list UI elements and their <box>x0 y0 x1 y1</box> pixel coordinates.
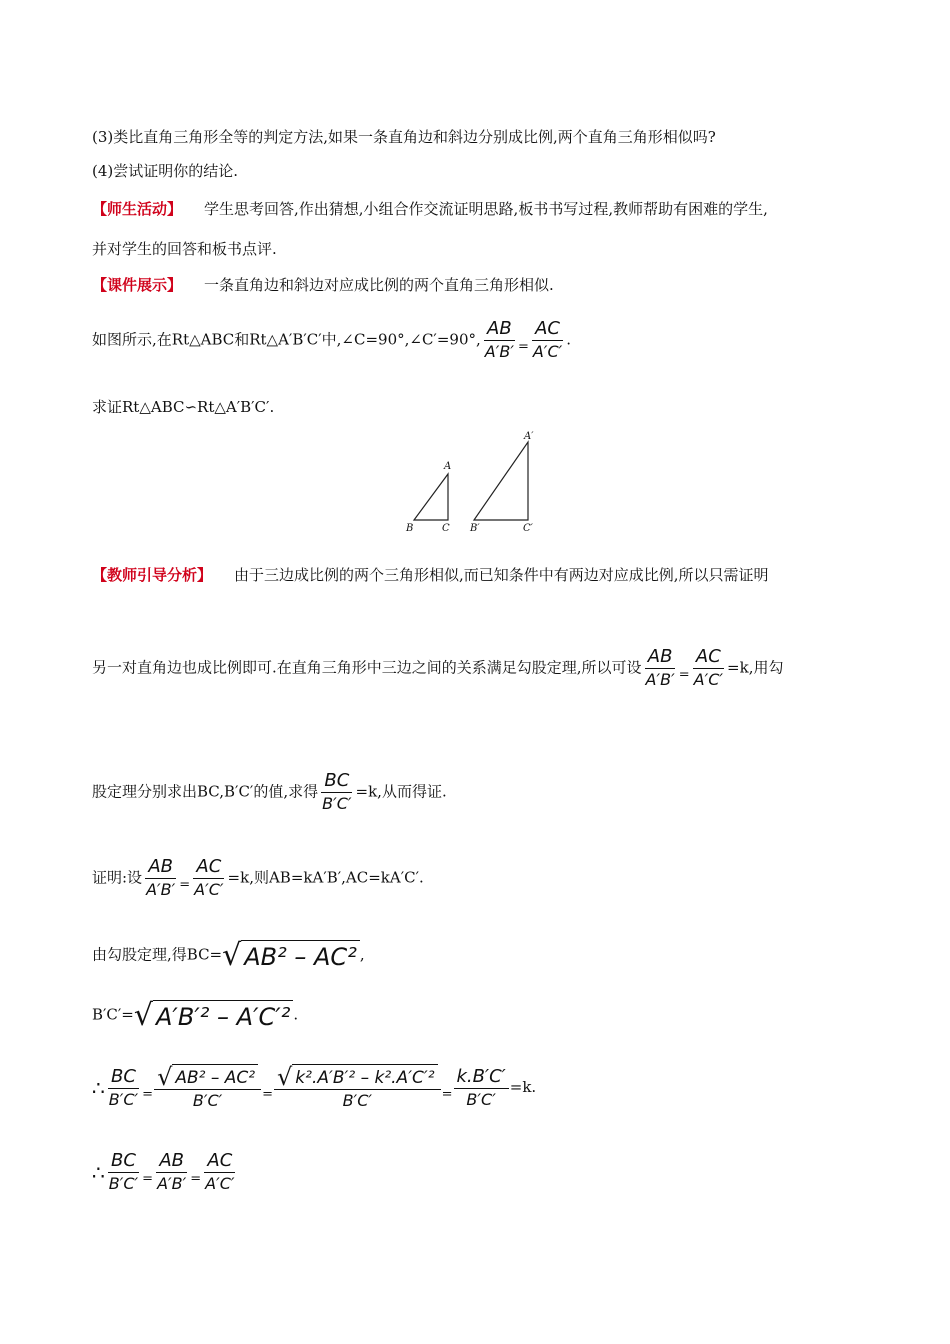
activity-paragraph <box>92 198 768 220</box>
sqrt-bc: √ AB² – AC² <box>222 940 360 971</box>
triangles-figure <box>400 428 550 538</box>
fraction-sqrt-2: √ k².A′B′² – k².A′C′² B′C′ <box>274 1064 441 1112</box>
fraction-bc: $\frac{BC}{B'C'}$ <box>322 770 352 813</box>
question-4: (4)尝试证明你的结论. <box>92 162 239 180</box>
fraction-ac-2: $\frac{AC}{A'C'}$ <box>693 646 724 689</box>
fraction-ab: $\frac{AB}{A'B'}$ <box>484 318 514 361</box>
label-a-prime: A′ <box>524 431 534 442</box>
show-paragraph <box>92 274 554 296</box>
activity-tag: 【师生活动】 <box>92 200 183 218</box>
fraction-ac-4: $\frac{AC}{A'C'}$ <box>205 1150 235 1193</box>
proof-line: 证明:设 $\frac{AB}{A'B'}$ = $\frac{AC}{A'C'}$ =k,则AB=kA′B′,AC=kA′C′. <box>92 856 424 899</box>
guide-text: 由于三边成比例的两个三角形相似,而已知条件中有两边对应成比例,所以只需证明 <box>234 566 769 584</box>
guide-tag: 【教师引导分析】 <box>92 566 213 584</box>
guide-line-2: 另一对直角边也成比例即可.在直角三角形中三边之间的关系满足勾股定理,所以可设 $\frac{AB}{A'B'}$ = $\frac{AC}{A'C'}$ =k,用勾 <box>92 646 784 689</box>
fraction-ac: $\frac{AC}{A'C'}$ <box>532 318 563 361</box>
fraction-bc-3: $\frac{BC}{B'C'}$ <box>108 1150 139 1193</box>
prove-line: 求证Rt△ABC∽Rt△A′B′C′. <box>92 398 275 416</box>
fraction-kbc: $\frac{k.B'C'}{B'C'}$ <box>454 1066 509 1111</box>
sqrt-b1c1: √ A′B′² – A′C′² <box>134 1000 293 1031</box>
label-c: C <box>442 523 450 534</box>
question-3: (3)类比直角三角形全等的判定方法,如果一条直角边和斜边分别成比例,两个直角三角形相似吗? <box>92 128 716 146</box>
activity-text-2: 并对学生的回答和板书点评. <box>92 240 277 258</box>
show-tag: 【课件展示】 <box>92 276 183 294</box>
label-a: A <box>444 461 452 472</box>
guide-line-3: 股定理分别求出BC,B′C′的值,求得 $\frac{BC}{B'C'}$ =k,从而得证. <box>92 770 447 813</box>
pythagoras-line-2: B′C′= √ A′B′² – A′C′² . <box>92 998 299 1033</box>
given-line: 如图所示,在Rt△ABC和Rt△A′B′C′中,∠C=90°,∠C′=90°, $\frac{AB}{A'B'}$ = $\frac{AC}{A'C'}$ . <box>92 318 572 361</box>
fraction-bc-2: $\frac{BC}{B'C'}$ <box>108 1065 139 1109</box>
fraction-ab-4: $\frac{AB}{A'B'}$ <box>157 1150 187 1193</box>
pythagoras-line: 由勾股定理,得BC= √ AB² – AC² , <box>92 938 365 973</box>
label-b-prime: B′ <box>470 523 480 534</box>
activity-text: 学生思考回答,作出猜想,小组合作交流证明思路,板书书写过程,教师帮助有困难的学生, <box>204 200 768 218</box>
therefore-line-2: ∴ $\frac{BC}{B'C'}$ = $\frac{AB}{A'B'}$ = $\frac{AC}{A'C'}$ <box>92 1150 239 1195</box>
label-b: B <box>406 523 414 534</box>
guide-paragraph <box>92 564 769 586</box>
therefore-line-1: ∴ $\frac{BC}{B'C'}$ = √ AB² – AC² B′C′ = √ k².A′B′² – k².A′C′² B′C′ = $\frac{k.B'C'}{B'C'}$ =k. <box>92 1063 537 1110</box>
show-text: 一条直角边和斜边对应成比例的两个直角三角形相似. <box>204 276 554 294</box>
label-c-prime: C′ <box>523 523 533 534</box>
fraction-ab-2: $\frac{AB}{A'B'}$ <box>645 646 675 689</box>
fraction-sqrt-1: √ AB² – AC² B′C′ <box>154 1064 261 1112</box>
given-prefix: 如图所示,在Rt△ABC和Rt△A′B′C′中,∠C=90°,∠C′=90°, <box>92 330 481 349</box>
fraction-ab-3: $\frac{AB}{A'B'}$ <box>146 856 176 899</box>
fraction-ac-3: $\frac{AC}{A'C'}$ <box>194 856 224 899</box>
